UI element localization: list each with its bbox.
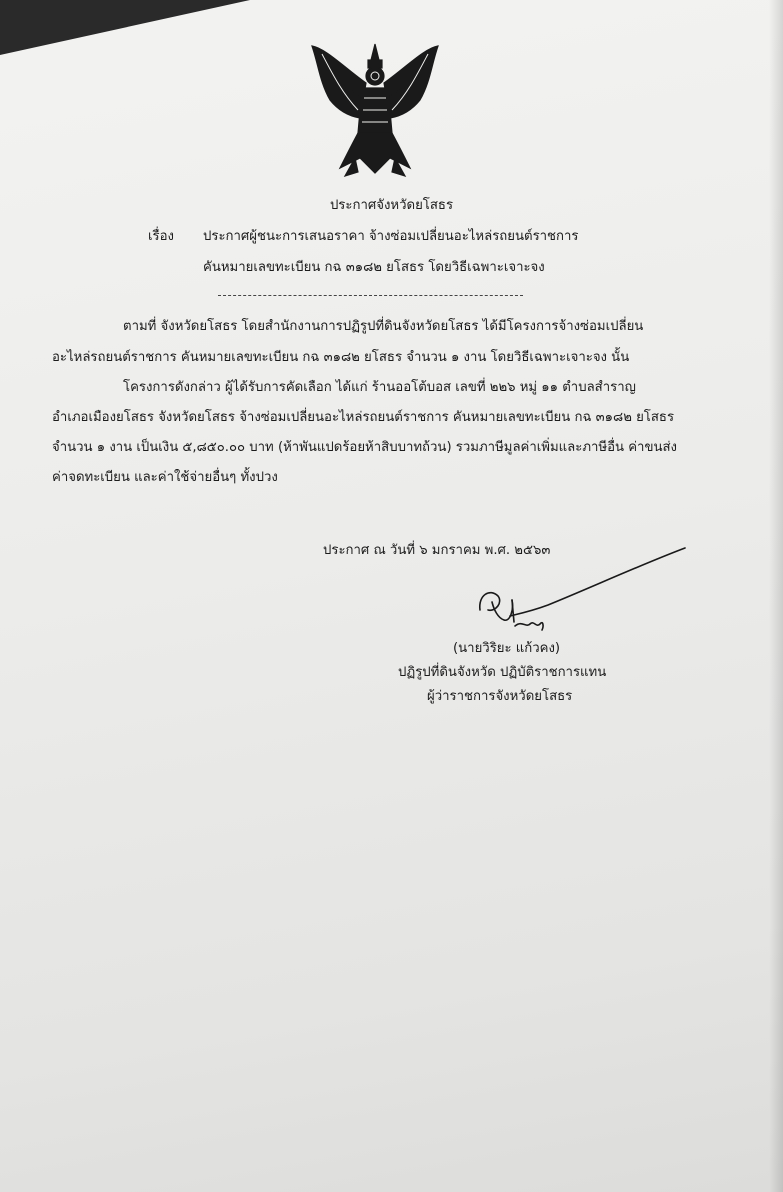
subject-line-1: ประกาศผู้ชนะการเสนอราคา จ้างซ่อมเปลี่ยนอะไหล่รถยนต์ราชการ — [203, 229, 579, 244]
announcement-date: ประกาศ ณ วันที่ ๖ มกราคม พ.ศ. ๒๕๖๓ — [323, 543, 551, 558]
body-para1-line2: อะไหล่รถยนต์ราชการ คันหมายเลขทะเบียน กฉ ๓๑๘๒ ยโสธร จำนวน ๑ งาน โดยวิธีเฉพาะเจาะจง นั้น — [52, 350, 630, 365]
signer-name: (นายวิริยะ แก้วคง) — [453, 641, 561, 656]
handwritten-signature — [470, 540, 690, 650]
signer-authority: ผู้ว่าราชการจังหวัดยโสธร — [427, 689, 573, 704]
body-para1-line1: ตามที่ จังหวัดยโสธร โดยสำนักงานการปฏิรูปที่ดินจังหวัดยโสธร ได้มีโครงการจ้างซ่อมเปลี่ยน — [123, 319, 644, 334]
garuda-emblem-icon — [300, 38, 450, 188]
photo-edge-shadow — [769, 0, 783, 1192]
body-para2-line4: ค่าจดทะเบียน และค่าใช้จ่ายอื่นๆ ทั้งปวง — [52, 470, 278, 485]
announcement-title: ประกาศจังหวัดยโสธร — [329, 198, 454, 213]
subject-line-2: คันหมายเลขทะเบียน กฉ ๓๑๘๒ ยโสธร โดยวิธีเฉพาะเจาะจง — [203, 260, 545, 275]
body-para2-line1: โครงการดังกล่าว ผู้ได้รับการคัดเลือก ได้แก่ ร้านออโต้บอส เลขที่ ๒๒๖ หมู่ ๑๑ ตำบลสำราญ — [123, 380, 636, 395]
body-para2-line2: อำเภอเมืองยโสธร จังหวัดยโสธร จ้างซ่อมเปลี่ยนอะไหล่รถยนต์ราชการ คันหมายเลขทะเบียน กฉ ๓๑๘๒ ยโสธร — [52, 410, 675, 425]
subject-label: เรื่อง — [148, 229, 174, 244]
body-para2-line3: จำนวน ๑ งาน เป็นเงิน ๕,๘๕๐.๐๐ บาท (ห้าพันแปดร้อยห้าสิบบาทถ้วน) รวมภาษีมูลค่าเพิ่มและภาษีอื่น ค่าขนส่ง — [52, 440, 677, 455]
signer-position: ปฏิรูปที่ดินจังหวัด ปฏิบัติราชการแทน — [398, 665, 607, 680]
photo-corner-shadow — [0, 0, 250, 55]
divider — [218, 295, 523, 296]
